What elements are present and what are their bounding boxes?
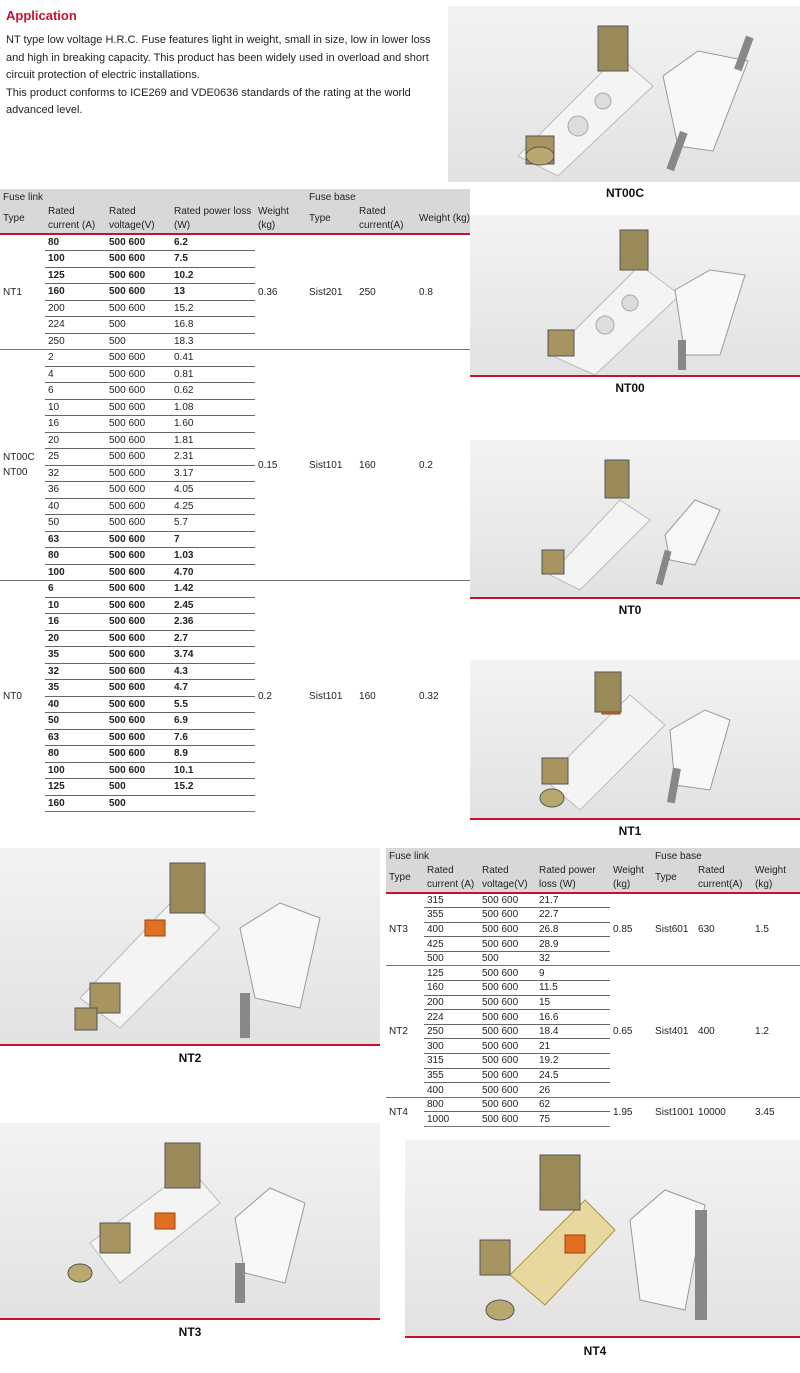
rated-current-cell: 4 bbox=[45, 366, 106, 383]
rated-voltage-cell: 500 600 bbox=[479, 1083, 536, 1098]
rated-voltage-cell: 500 600 bbox=[106, 696, 171, 713]
column-header-type: Type bbox=[0, 205, 45, 234]
rated-voltage-cell: 500 bbox=[106, 779, 171, 796]
fuse-illustration bbox=[448, 6, 800, 182]
base-weight-cell: 1.2 bbox=[752, 966, 800, 1097]
rated-current-cell: 6 bbox=[45, 383, 106, 400]
rated-voltage-cell: 500 600 bbox=[106, 465, 171, 482]
power-loss-cell: 4.3 bbox=[171, 663, 255, 680]
rated-current-cell: 160 bbox=[45, 284, 106, 301]
fuse-illustration bbox=[470, 660, 800, 818]
column-header-base-weight: Weight (kg) bbox=[752, 864, 800, 893]
power-loss-cell: 15.2 bbox=[171, 300, 255, 317]
power-loss-cell: 13 bbox=[171, 284, 255, 301]
column-header-rated-power-loss: Rated power loss (W) bbox=[536, 864, 610, 893]
fuse-illustration bbox=[0, 848, 380, 1044]
table-row bbox=[0, 350, 470, 367]
base-current-cell: 10000 bbox=[695, 1097, 752, 1126]
weight-cell: 1.95 bbox=[610, 1097, 652, 1126]
rated-current-cell: 100 bbox=[45, 251, 106, 268]
rated-current-cell: 200 bbox=[45, 300, 106, 317]
column-header-weight: Weight (kg) bbox=[610, 864, 652, 893]
power-loss-cell: 16.6 bbox=[536, 1010, 610, 1025]
rated-voltage-cell: 500 600 bbox=[479, 1054, 536, 1069]
rated-voltage-cell: 500 600 bbox=[106, 647, 171, 664]
power-loss-cell: 4.05 bbox=[171, 482, 255, 499]
rated-voltage-cell: 500 600 bbox=[479, 1068, 536, 1083]
rated-voltage-cell: 500 600 bbox=[479, 908, 536, 923]
weight-cell: 0.2 bbox=[255, 581, 306, 812]
rated-current-cell: 10 bbox=[45, 399, 106, 416]
power-loss-cell: 28.9 bbox=[536, 937, 610, 952]
power-loss-cell: 15 bbox=[536, 995, 610, 1010]
rated-current-cell: 40 bbox=[45, 696, 106, 713]
rated-current-cell: 80 bbox=[45, 234, 106, 251]
rated-current-cell: 32 bbox=[45, 663, 106, 680]
rated-voltage-cell: 500 600 bbox=[106, 399, 171, 416]
rated-voltage-cell: 500 600 bbox=[479, 981, 536, 996]
base-weight-cell: 1.5 bbox=[755, 924, 769, 936]
fuse-base-group-header: Fuse base bbox=[652, 848, 800, 864]
rated-current-cell: 315 bbox=[424, 1054, 479, 1069]
base-weight-cell: 0.32 bbox=[416, 581, 470, 812]
column-header-rated-power-loss: Rated power loss (W) bbox=[171, 205, 255, 234]
table-row bbox=[386, 966, 800, 981]
power-loss-cell: 26.8 bbox=[536, 922, 610, 937]
fuse-link-group-header: Fuse link bbox=[0, 189, 306, 205]
power-loss-cell: 32 bbox=[536, 951, 610, 966]
power-loss-cell: 1.08 bbox=[171, 399, 255, 416]
rated-current-cell: 315 bbox=[424, 893, 479, 908]
rated-voltage-cell: 500 600 bbox=[479, 1097, 536, 1112]
rated-current-cell: 10 bbox=[45, 597, 106, 614]
rated-current-cell: 2 bbox=[45, 350, 106, 367]
power-loss-cell: 21 bbox=[536, 1039, 610, 1054]
rated-voltage-cell: 500 600 bbox=[106, 350, 171, 367]
power-loss-cell: 1.03 bbox=[171, 548, 255, 565]
rated-current-cell: 800 bbox=[424, 1097, 479, 1112]
rated-voltage-cell: 500 600 bbox=[106, 515, 171, 532]
rated-current-cell: 36 bbox=[45, 482, 106, 499]
base-current-cell: 160 bbox=[356, 350, 416, 581]
column-header-base-type: Type bbox=[652, 864, 695, 893]
power-loss-cell: 62 bbox=[536, 1097, 610, 1112]
power-loss-cell: 1.42 bbox=[171, 581, 255, 598]
fuse-type-cell: NT1 bbox=[3, 286, 22, 298]
fuse-type-cell: NT4 bbox=[386, 1097, 424, 1126]
rated-voltage-cell: 500 600 bbox=[106, 366, 171, 383]
power-loss-cell: 19.2 bbox=[536, 1054, 610, 1069]
table-row bbox=[0, 234, 470, 251]
rated-current-cell: 63 bbox=[45, 729, 106, 746]
base-type-cell: Sist601 bbox=[655, 924, 689, 936]
rated-voltage-cell: 500 600 bbox=[479, 1039, 536, 1054]
weight-cell: 0.15 bbox=[255, 350, 306, 581]
rated-current-cell: 35 bbox=[45, 680, 106, 697]
nt00-product-photo bbox=[470, 215, 800, 377]
rated-current-cell: 125 bbox=[424, 966, 479, 981]
rated-current-cell: 125 bbox=[45, 267, 106, 284]
application-paragraph: NT type low voltage H.R.C. Fuse features light in weight, small in size, low in lower loss and high in breaking capacity. This product has been widely used in overload and short circuit protection of electric installations. bbox=[6, 34, 431, 81]
rated-voltage-cell: 500 600 bbox=[106, 284, 171, 301]
power-loss-cell: 1.60 bbox=[171, 416, 255, 433]
fuse-link-group-header: Fuse link bbox=[386, 848, 652, 864]
rated-current-cell: 35 bbox=[45, 647, 106, 664]
base-current-cell: 250 bbox=[359, 286, 376, 298]
rated-voltage-cell: 500 600 bbox=[106, 300, 171, 317]
rated-current-cell: 40 bbox=[45, 498, 106, 515]
rated-current-cell: 63 bbox=[45, 531, 106, 548]
rated-voltage-cell: 500 600 bbox=[479, 922, 536, 937]
base-type-cell: Sist101 bbox=[306, 350, 356, 581]
rated-voltage-cell: 500 600 bbox=[106, 267, 171, 284]
weight-cell: 0.85 bbox=[613, 924, 633, 936]
column-header-rated-voltage: Rated voltage(V) bbox=[106, 205, 171, 234]
base-current-cell: 400 bbox=[695, 966, 752, 1097]
rated-current-cell: 250 bbox=[424, 1024, 479, 1039]
power-loss-cell: 1.81 bbox=[171, 432, 255, 449]
rated-voltage-cell: 500 bbox=[106, 333, 171, 350]
power-loss-cell: 7.5 bbox=[171, 251, 255, 268]
rated-current-cell: 250 bbox=[45, 333, 106, 350]
power-loss-cell bbox=[171, 795, 255, 812]
rated-voltage-cell: 500 600 bbox=[106, 432, 171, 449]
base-type-cell: Sist1001 bbox=[652, 1097, 695, 1126]
rated-current-cell: 80 bbox=[45, 746, 106, 763]
power-loss-cell: 24.5 bbox=[536, 1068, 610, 1083]
power-loss-cell: 10.2 bbox=[171, 267, 255, 284]
column-header-rated-voltage: Rated voltage(V) bbox=[479, 864, 536, 893]
table-row bbox=[386, 893, 800, 908]
rated-current-cell: 32 bbox=[45, 465, 106, 482]
rated-current-cell: 6 bbox=[45, 581, 106, 598]
power-loss-cell: 7 bbox=[171, 531, 255, 548]
fuse-illustration bbox=[470, 215, 800, 375]
nt3-caption: NT3 bbox=[178, 1325, 202, 1339]
power-loss-cell: 4.25 bbox=[171, 498, 255, 515]
rated-current-cell: 20 bbox=[45, 630, 106, 647]
rated-current-cell: 425 bbox=[424, 937, 479, 952]
table-row bbox=[386, 1097, 800, 1112]
power-loss-cell: 0.41 bbox=[171, 350, 255, 367]
power-loss-cell: 0.81 bbox=[171, 366, 255, 383]
power-loss-cell: 9 bbox=[536, 966, 610, 981]
fuse-base-group-header: Fuse base bbox=[306, 189, 470, 205]
rated-voltage-cell: 500 bbox=[106, 317, 171, 334]
nt2-product-photo bbox=[0, 848, 380, 1046]
rated-current-cell: 50 bbox=[45, 515, 106, 532]
rated-voltage-cell: 500 600 bbox=[106, 630, 171, 647]
nt0-product-photo bbox=[470, 440, 800, 599]
nt1-caption: NT1 bbox=[618, 824, 642, 838]
rated-voltage-cell: 500 600 bbox=[106, 416, 171, 433]
base-type-cell: Sist101 bbox=[306, 581, 356, 812]
rated-current-cell: 224 bbox=[45, 317, 106, 334]
power-loss-cell: 75 bbox=[536, 1112, 610, 1127]
nt2-caption: NT2 bbox=[178, 1051, 202, 1065]
nt1-product-photo bbox=[470, 660, 800, 820]
nt00c-caption: NT00C bbox=[605, 186, 644, 200]
base-type-cell: Sist201 bbox=[309, 286, 343, 298]
power-loss-cell: 2.45 bbox=[171, 597, 255, 614]
fuse-illustration bbox=[405, 1140, 800, 1336]
rated-voltage-cell: 500 600 bbox=[106, 564, 171, 581]
rated-current-cell: 50 bbox=[45, 713, 106, 730]
rated-current-cell: 1000 bbox=[424, 1112, 479, 1127]
column-header-base-weight: Weight (kg) bbox=[416, 205, 470, 234]
power-loss-cell: 6.9 bbox=[171, 713, 255, 730]
power-loss-cell: 2.7 bbox=[171, 630, 255, 647]
rated-voltage-cell: 500 600 bbox=[106, 234, 171, 251]
rated-voltage-cell: 500 600 bbox=[479, 1112, 536, 1127]
rated-current-cell: 80 bbox=[45, 548, 106, 565]
base-weight-cell: 0.2 bbox=[416, 350, 470, 581]
column-header-rated-current: Rated current (A) bbox=[45, 205, 106, 234]
rated-current-cell: 25 bbox=[45, 449, 106, 466]
rated-current-cell: 500 bbox=[424, 951, 479, 966]
power-loss-cell: 3.74 bbox=[171, 647, 255, 664]
weight-cell: 0.36 bbox=[258, 286, 278, 298]
rated-voltage-cell: 500 600 bbox=[106, 663, 171, 680]
power-loss-cell: 26 bbox=[536, 1083, 610, 1098]
base-type-cell: Sist401 bbox=[652, 966, 695, 1097]
rated-voltage-cell: 500 600 bbox=[479, 1024, 536, 1039]
rated-voltage-cell: 500 600 bbox=[106, 581, 171, 598]
application-title: Application bbox=[6, 8, 77, 23]
power-loss-cell: 18.4 bbox=[536, 1024, 610, 1039]
rated-current-cell: 100 bbox=[45, 564, 106, 581]
rated-current-cell: 200 bbox=[424, 995, 479, 1010]
power-loss-cell: 2.31 bbox=[171, 449, 255, 466]
rated-current-cell: 355 bbox=[424, 1068, 479, 1083]
rated-current-cell: 16 bbox=[45, 614, 106, 631]
rated-current-cell: 160 bbox=[424, 981, 479, 996]
power-loss-cell: 11.5 bbox=[536, 981, 610, 996]
rated-current-cell: 16 bbox=[45, 416, 106, 433]
power-loss-cell: 21.7 bbox=[536, 893, 610, 908]
column-header-weight: Weight (kg) bbox=[255, 205, 306, 234]
power-loss-cell: 15.2 bbox=[171, 779, 255, 796]
table-row bbox=[0, 581, 470, 598]
rated-current-cell: 400 bbox=[424, 1083, 479, 1098]
base-weight-cell: 3.45 bbox=[752, 1097, 800, 1126]
rated-voltage-cell: 500 600 bbox=[106, 729, 171, 746]
fuse-illustration bbox=[470, 440, 800, 597]
fuse-type-cell: NT2 bbox=[386, 966, 424, 1097]
rated-current-cell: 20 bbox=[45, 432, 106, 449]
rated-voltage-cell: 500 600 bbox=[106, 449, 171, 466]
rated-current-cell: 300 bbox=[424, 1039, 479, 1054]
fuse-type-cell: NT0 bbox=[0, 581, 45, 812]
power-loss-cell: 5.7 bbox=[171, 515, 255, 532]
power-loss-cell: 5.5 bbox=[171, 696, 255, 713]
column-header-base-current: Rated current(A) bbox=[695, 864, 752, 893]
fuse-spec-table-1 bbox=[0, 189, 470, 812]
fuse-illustration bbox=[0, 1123, 380, 1318]
rated-voltage-cell: 500 600 bbox=[106, 713, 171, 730]
rated-voltage-cell: 500 600 bbox=[106, 498, 171, 515]
application-paragraph: This product conforms to ICE269 and VDE0636 standards of the rating at the world advanced level. bbox=[6, 86, 411, 116]
nt4-caption: NT4 bbox=[583, 1344, 607, 1358]
power-loss-cell: 3.17 bbox=[171, 465, 255, 482]
nt00c-product-photo bbox=[448, 6, 800, 182]
power-loss-cell: 10.1 bbox=[171, 762, 255, 779]
nt0-caption: NT0 bbox=[618, 603, 642, 617]
rated-voltage-cell: 500 600 bbox=[479, 1010, 536, 1025]
rated-voltage-cell: 500 600 bbox=[106, 251, 171, 268]
rated-voltage-cell: 500 600 bbox=[479, 995, 536, 1010]
application-description bbox=[6, 32, 436, 120]
rated-voltage-cell: 500 600 bbox=[479, 966, 536, 981]
rated-current-cell: 224 bbox=[424, 1010, 479, 1025]
power-loss-cell: 22.7 bbox=[536, 908, 610, 923]
rated-voltage-cell: 500 bbox=[106, 795, 171, 812]
column-header-base-type: Type bbox=[306, 205, 356, 234]
rated-current-cell: 400 bbox=[424, 922, 479, 937]
power-loss-cell: 2.36 bbox=[171, 614, 255, 631]
rated-voltage-cell: 500 600 bbox=[106, 597, 171, 614]
fuse-type-cell: NT00C NT00 bbox=[0, 350, 45, 581]
rated-voltage-cell: 500 600 bbox=[106, 531, 171, 548]
rated-voltage-cell: 500 600 bbox=[479, 893, 536, 908]
rated-voltage-cell: 500 600 bbox=[106, 548, 171, 565]
rated-voltage-cell: 500 600 bbox=[106, 746, 171, 763]
fuse-type-cell: NT3 bbox=[389, 924, 408, 936]
column-header-base-current: Rated current(A) bbox=[356, 205, 416, 234]
rated-voltage-cell: 500 600 bbox=[106, 614, 171, 631]
rated-current-cell: 125 bbox=[45, 779, 106, 796]
power-loss-cell: 4.70 bbox=[171, 564, 255, 581]
rated-voltage-cell: 500 600 bbox=[106, 762, 171, 779]
base-weight-cell: 0.8 bbox=[419, 286, 433, 298]
weight-cell: 0.65 bbox=[610, 966, 652, 1097]
column-header-type: Type bbox=[386, 864, 424, 893]
base-current-cell: 630 bbox=[698, 924, 715, 936]
rated-voltage-cell: 500 600 bbox=[106, 680, 171, 697]
power-loss-cell: 18.3 bbox=[171, 333, 255, 350]
rated-voltage-cell: 500 600 bbox=[479, 937, 536, 952]
nt3-product-photo bbox=[0, 1123, 380, 1320]
power-loss-cell: 16.8 bbox=[171, 317, 255, 334]
rated-voltage-cell: 500 600 bbox=[106, 482, 171, 499]
power-loss-cell: 6.2 bbox=[171, 234, 255, 251]
rated-voltage-cell: 500 bbox=[479, 951, 536, 966]
rated-current-cell: 160 bbox=[45, 795, 106, 812]
nt4-product-photo bbox=[405, 1140, 800, 1338]
nt00-caption: NT00 bbox=[615, 381, 645, 395]
power-loss-cell: 7.6 bbox=[171, 729, 255, 746]
power-loss-cell: 4.7 bbox=[171, 680, 255, 697]
power-loss-cell: 8.9 bbox=[171, 746, 255, 763]
power-loss-cell: 0.62 bbox=[171, 383, 255, 400]
rated-current-cell: 100 bbox=[45, 762, 106, 779]
base-current-cell: 160 bbox=[356, 581, 416, 812]
column-header-rated-current: Rated current (A) bbox=[424, 864, 479, 893]
fuse-spec-table-2 bbox=[386, 848, 800, 1127]
rated-voltage-cell: 500 600 bbox=[106, 383, 171, 400]
rated-current-cell: 355 bbox=[424, 908, 479, 923]
